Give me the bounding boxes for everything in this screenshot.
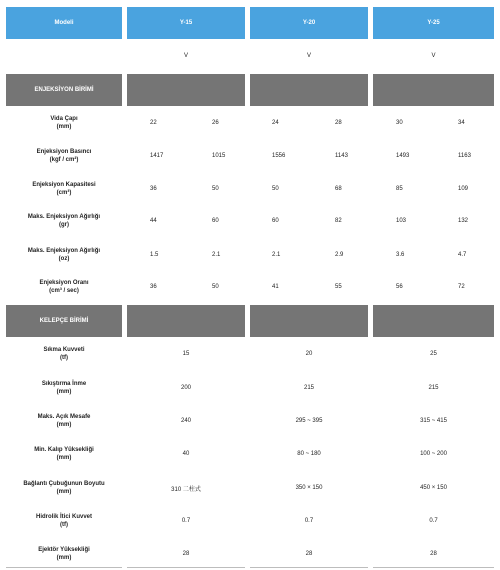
injection-value: 55: [335, 284, 342, 290]
clamp-value: 80 ~ 180: [297, 451, 321, 457]
clamp-value: 315 ~ 415: [420, 418, 447, 424]
row-unit-text: (gr): [59, 222, 69, 228]
clamp-value: 25: [430, 351, 437, 357]
injection-row-label: [6, 145, 122, 167]
injection-value: 22: [150, 120, 157, 126]
row-label-text: Min. Kalıp Yüksekliği: [34, 447, 94, 453]
injection-value: 60: [212, 218, 219, 224]
row-unit-text: (oz): [58, 256, 70, 262]
row-unit-text: (mm): [56, 455, 72, 461]
injection-row-label: [6, 178, 122, 200]
row-label-text: Maks. Enjeksiyon Ağırlığı: [27, 248, 101, 254]
clamp-row-label: [6, 510, 122, 532]
injection-value: 1.5: [150, 252, 159, 258]
clamp-value: 0.7: [429, 518, 438, 524]
section-injection-bar-y25: [373, 74, 494, 106]
injection-value: 44: [150, 218, 157, 224]
injection-value: 109: [458, 186, 469, 192]
row-unit-text: (mm): [56, 124, 72, 130]
bottom-divider: [127, 567, 245, 568]
injection-value: 26: [212, 120, 219, 126]
injection-value: 2.1: [272, 252, 281, 258]
header-model-label: Modeli: [6, 7, 122, 39]
clamp-value: 215: [428, 385, 439, 391]
injection-value: 30: [396, 120, 403, 126]
clamp-row-label: [6, 443, 122, 465]
row-unit-text: (tf): [60, 522, 68, 528]
clamp-value: 20: [305, 351, 313, 357]
section-clamp-bar-y15: [127, 305, 245, 337]
row-unit-text: (mm): [56, 555, 72, 561]
injection-value: 85: [396, 186, 403, 192]
injection-value: 50: [212, 284, 219, 290]
row-unit-text: (kgf / cm²): [49, 157, 79, 163]
injection-value: 28: [335, 120, 342, 126]
clamp-value: 215: [303, 385, 314, 391]
row-unit-text: (mm): [56, 489, 72, 495]
section-injection-bar-y20: [250, 74, 368, 106]
injection-value: 1143: [335, 153, 348, 159]
clamp-value: 200: [180, 385, 191, 391]
clamp-value: 0.7: [304, 518, 314, 524]
injection-value: 56: [396, 284, 403, 290]
row-label-text: Bağlantı Çubuğunun Boyutu: [23, 481, 105, 487]
clamp-value: 310 二柱式: [171, 486, 201, 493]
injection-value: 1163: [458, 153, 471, 159]
clamp-value: 295 ~ 395: [295, 418, 323, 424]
injection-value: 103: [396, 218, 407, 224]
row-label-text: Vida Çapı: [50, 116, 78, 122]
clamp-row-label: [6, 477, 122, 499]
injection-value: 36: [150, 284, 157, 290]
bottom-divider: [6, 567, 122, 568]
clamp-value: 350 × 150: [295, 485, 323, 491]
header-model-y20: Y-20: [250, 7, 368, 39]
row-label-text: Enjeksiyon Oranı: [39, 280, 89, 286]
clamp-value: 240: [180, 418, 191, 424]
injection-row-label: [6, 276, 122, 298]
injection-row-label: [6, 210, 122, 232]
clamp-value: 100 ~ 200: [420, 451, 447, 457]
row-unit-text: (tf): [60, 355, 68, 361]
section-clamp-title: KELEPÇE BİRİMİ: [6, 305, 122, 337]
injection-value: 1556: [272, 153, 286, 159]
clamp-value: 28: [182, 551, 190, 557]
bottom-divider: [250, 567, 368, 568]
injection-value: 24: [272, 120, 279, 126]
row-label-text: Sıkma Kuvveti: [43, 347, 85, 353]
injection-value: 68: [335, 186, 342, 192]
injection-value: 132: [458, 218, 469, 224]
clamp-value: 28: [305, 551, 313, 557]
injection-value: 36: [150, 186, 157, 192]
injection-value: 50: [212, 186, 219, 192]
injection-row-label: [6, 244, 122, 266]
clamp-value: 15: [182, 351, 190, 357]
injection-value: 3.6: [396, 252, 405, 258]
injection-value: 41: [272, 284, 279, 290]
injection-value: 82: [335, 218, 342, 224]
header-model-y15: Y-15: [127, 7, 245, 39]
row-label-text: Enjeksiyon Basıncı: [36, 149, 92, 155]
injection-value: 72: [458, 284, 465, 290]
injection-value: 4.7: [458, 252, 467, 258]
section-clamp-bar-y20: [250, 305, 368, 337]
section-injection-bar-y15: [127, 74, 245, 106]
header-model-y25: Y-25: [373, 7, 494, 39]
bottom-divider: [373, 567, 494, 568]
clamp-row-label: [6, 410, 122, 432]
injection-value: 34: [458, 120, 465, 126]
row-label-text: Enjeksiyon Kapasitesi: [32, 182, 96, 188]
clamp-row-label: [6, 543, 122, 565]
clamp-value: 450 × 150: [420, 485, 447, 491]
injection-value: 60: [272, 218, 279, 224]
screw-type-y25: V: [431, 53, 436, 59]
row-unit-text: (cm³): [56, 190, 72, 196]
row-label-text: Ejektör Yüksekliği: [38, 547, 90, 553]
row-unit-text: (mm): [56, 422, 72, 428]
clamp-row-label: [6, 377, 122, 399]
clamp-value: 40: [182, 451, 190, 457]
row-label-text: Sıkıştırma İnme: [41, 381, 87, 387]
screw-type-y15: V: [183, 53, 188, 59]
injection-value: 50: [272, 186, 279, 192]
row-label-text: Hidrolik İtici Kuvvet: [35, 514, 92, 520]
row-label-text: Maks. Enjeksiyon Ağırlığı: [27, 214, 101, 220]
section-injection-title: ENJEKSİYON BİRİMİ: [6, 74, 122, 106]
injection-value: 2.1: [212, 252, 221, 258]
row-unit-text: (cm³ / sec): [49, 288, 79, 294]
injection-value: 1015: [212, 153, 226, 159]
row-label-text: Maks. Açık Mesafe: [37, 414, 91, 420]
injection-row-label: [6, 112, 122, 134]
clamp-value: 28: [430, 551, 437, 557]
injection-value: 1417: [150, 153, 164, 159]
injection-value: 1493: [396, 153, 410, 159]
clamp-value: 0.7: [181, 518, 191, 524]
clamp-row-label: [6, 343, 122, 365]
section-clamp-bar-y25: [373, 305, 494, 337]
row-unit-text: (mm): [56, 389, 72, 395]
screw-type-y20: V: [306, 53, 311, 59]
injection-value: 2.9: [335, 252, 344, 258]
